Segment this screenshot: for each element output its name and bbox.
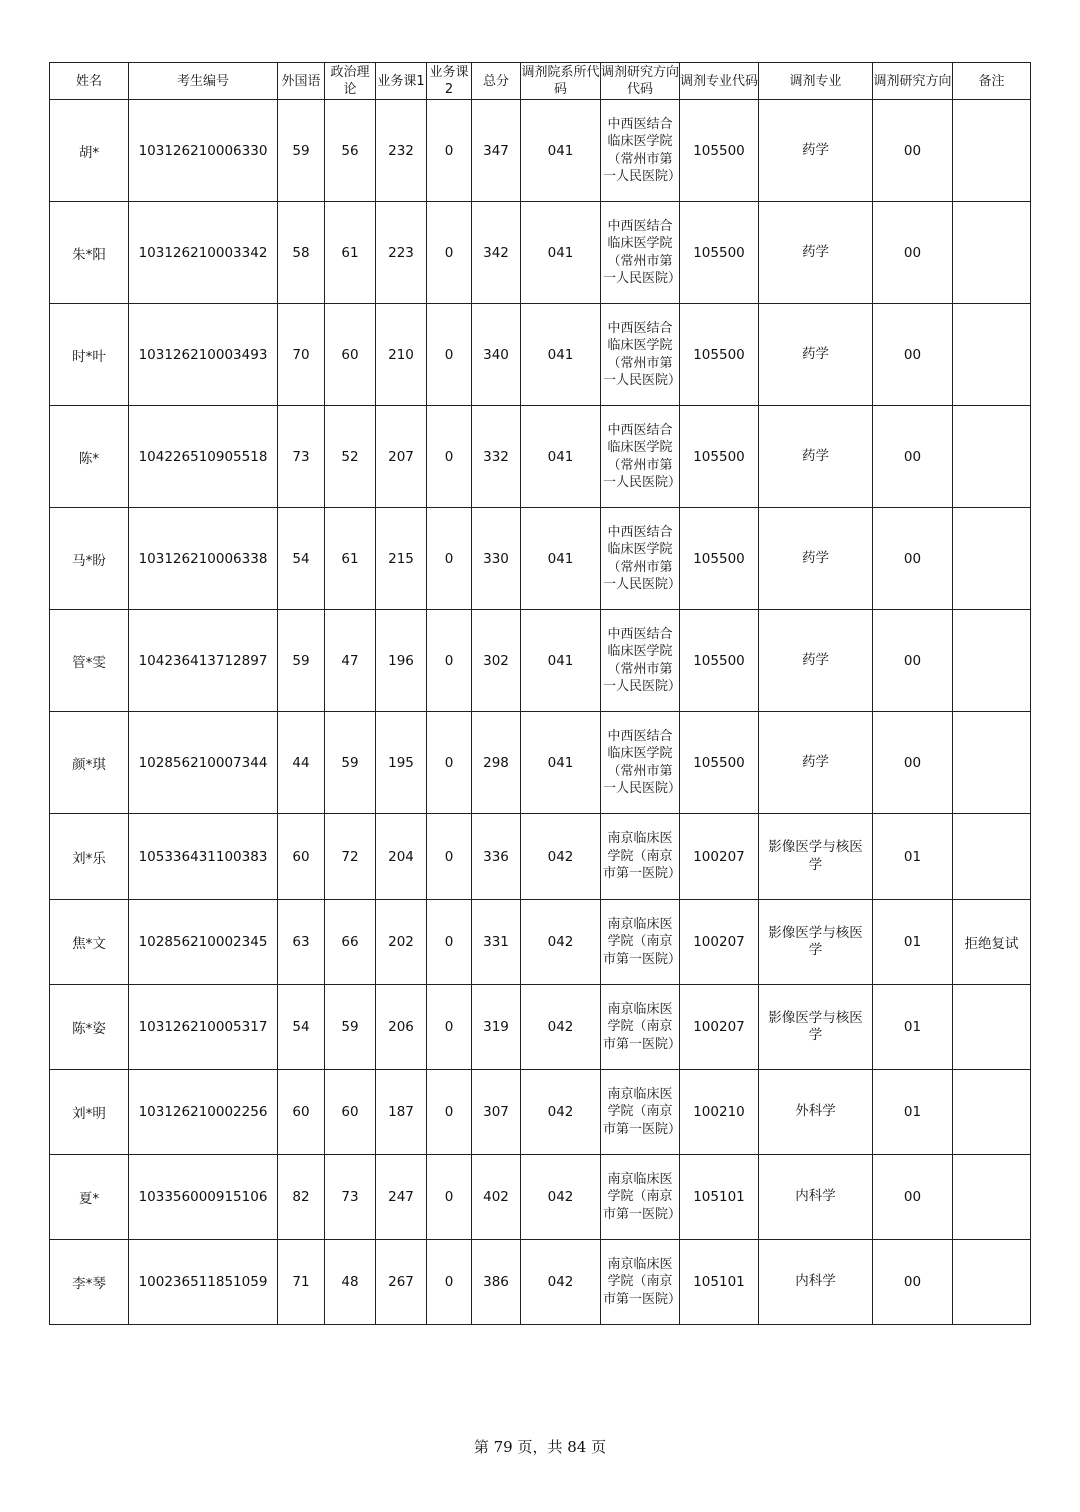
cell-name: 颜*琪 xyxy=(50,712,129,814)
cell-direction: 01 xyxy=(873,985,953,1070)
cell-note xyxy=(953,304,1031,406)
cell-major-code: 100207 xyxy=(680,985,759,1070)
cell-id: 103126210003493 xyxy=(129,304,278,406)
cell-major-code: 105500 xyxy=(680,202,759,304)
table-body xyxy=(50,100,1031,1325)
header-course1: 业务课1 xyxy=(376,63,427,100)
cell-politics: 48 xyxy=(325,1240,376,1325)
cell-major: 药学 xyxy=(759,610,873,712)
cell-name: 陈*姿 xyxy=(50,985,129,1070)
cell-course2: 0 xyxy=(427,508,472,610)
cell-foreign: 59 xyxy=(278,610,325,712)
header-major: 调剂专业 xyxy=(759,63,873,100)
cell-note xyxy=(953,1240,1031,1325)
cell-direction: 00 xyxy=(873,202,953,304)
cell-major: 内科学 xyxy=(759,1155,873,1240)
cell-dept-name: 中西医结合临床医学院（常州市第一人民医院） xyxy=(601,100,680,202)
cell-total: 319 xyxy=(472,985,521,1070)
cell-major-code: 105500 xyxy=(680,100,759,202)
table-header-row xyxy=(50,63,1031,100)
cell-direction: 00 xyxy=(873,100,953,202)
cell-total: 302 xyxy=(472,610,521,712)
cell-total: 347 xyxy=(472,100,521,202)
cell-major: 药学 xyxy=(759,712,873,814)
header-note: 备注 xyxy=(953,63,1031,100)
cell-direction: 00 xyxy=(873,508,953,610)
cell-major-code: 105500 xyxy=(680,712,759,814)
cell-id: 103356000915106 xyxy=(129,1155,278,1240)
cell-note xyxy=(953,814,1031,900)
cell-course1: 215 xyxy=(376,508,427,610)
table-row xyxy=(50,814,1031,900)
cell-name: 胡* xyxy=(50,100,129,202)
cell-major-code: 105500 xyxy=(680,406,759,508)
cell-major: 药学 xyxy=(759,508,873,610)
cell-major-code: 105101 xyxy=(680,1240,759,1325)
cell-foreign: 58 xyxy=(278,202,325,304)
table-row xyxy=(50,304,1031,406)
cell-politics: 47 xyxy=(325,610,376,712)
cell-major: 影像医学与核医学 xyxy=(759,985,873,1070)
cell-course1: 187 xyxy=(376,1070,427,1155)
cell-total: 332 xyxy=(472,406,521,508)
cell-direction: 00 xyxy=(873,1240,953,1325)
cell-dept-name: 南京临床医学院（南京市第一医院） xyxy=(601,1070,680,1155)
cell-politics: 73 xyxy=(325,1155,376,1240)
cell-direction: 00 xyxy=(873,406,953,508)
cell-note xyxy=(953,508,1031,610)
cell-politics: 52 xyxy=(325,406,376,508)
cell-major: 药学 xyxy=(759,406,873,508)
cell-foreign: 44 xyxy=(278,712,325,814)
cell-total: 307 xyxy=(472,1070,521,1155)
cell-course1: 207 xyxy=(376,406,427,508)
cell-total: 298 xyxy=(472,712,521,814)
cell-dept-code: 041 xyxy=(521,508,601,610)
cell-course1: 196 xyxy=(376,610,427,712)
cell-note xyxy=(953,1070,1031,1155)
cell-name: 刘*明 xyxy=(50,1070,129,1155)
cell-name: 焦*文 xyxy=(50,900,129,985)
cell-course1: 202 xyxy=(376,900,427,985)
cell-dept-code: 042 xyxy=(521,900,601,985)
cell-id: 104236413712897 xyxy=(129,610,278,712)
header-dept-code: 调剂院系所代码 xyxy=(521,63,601,100)
cell-name: 刘*乐 xyxy=(50,814,129,900)
cell-name: 李*琴 xyxy=(50,1240,129,1325)
cell-major-code: 105500 xyxy=(680,304,759,406)
cell-major-code: 105101 xyxy=(680,1155,759,1240)
cell-dept-code: 041 xyxy=(521,202,601,304)
cell-name: 陈* xyxy=(50,406,129,508)
cell-politics: 59 xyxy=(325,985,376,1070)
cell-total: 331 xyxy=(472,900,521,985)
table-row xyxy=(50,985,1031,1070)
cell-name: 管*雯 xyxy=(50,610,129,712)
header-foreign: 外国语 xyxy=(278,63,325,100)
cell-direction: 00 xyxy=(873,712,953,814)
cell-major-code: 105500 xyxy=(680,508,759,610)
cell-course1: 223 xyxy=(376,202,427,304)
cell-direction: 01 xyxy=(873,1070,953,1155)
cell-dept-name: 中西医结合临床医学院（常州市第一人民医院） xyxy=(601,712,680,814)
table-row xyxy=(50,900,1031,985)
cell-id: 103126210005317 xyxy=(129,985,278,1070)
cell-course1: 204 xyxy=(376,814,427,900)
cell-dept-code: 041 xyxy=(521,406,601,508)
cell-foreign: 54 xyxy=(278,508,325,610)
cell-dept-code: 041 xyxy=(521,712,601,814)
header-name: 姓名 xyxy=(50,63,129,100)
cell-note xyxy=(953,202,1031,304)
cell-foreign: 59 xyxy=(278,100,325,202)
cell-id: 103126210006338 xyxy=(129,508,278,610)
header-course2: 业务课2 xyxy=(427,63,472,100)
cell-dept-code: 041 xyxy=(521,304,601,406)
cell-dept-name: 南京临床医学院（南京市第一医院） xyxy=(601,900,680,985)
cell-dept-code: 042 xyxy=(521,1155,601,1240)
cell-dept-code: 042 xyxy=(521,1240,601,1325)
cell-course2: 0 xyxy=(427,712,472,814)
table-row xyxy=(50,508,1031,610)
cell-course1: 210 xyxy=(376,304,427,406)
table-row xyxy=(50,1070,1031,1155)
table-row xyxy=(50,610,1031,712)
cell-note: 拒绝复试 xyxy=(953,900,1031,985)
cell-course1: 247 xyxy=(376,1155,427,1240)
cell-course1: 232 xyxy=(376,100,427,202)
cell-foreign: 82 xyxy=(278,1155,325,1240)
cell-dept-name: 中西医结合临床医学院（常州市第一人民医院） xyxy=(601,406,680,508)
cell-id: 102856210002345 xyxy=(129,900,278,985)
cell-course1: 195 xyxy=(376,712,427,814)
cell-foreign: 70 xyxy=(278,304,325,406)
cell-foreign: 60 xyxy=(278,814,325,900)
cell-major: 外科学 xyxy=(759,1070,873,1155)
table-row xyxy=(50,100,1031,202)
cell-note xyxy=(953,610,1031,712)
cell-course2: 0 xyxy=(427,202,472,304)
cell-id: 103126210006330 xyxy=(129,100,278,202)
cell-major-code: 100207 xyxy=(680,814,759,900)
cell-id: 104226510905518 xyxy=(129,406,278,508)
cell-dept-code: 042 xyxy=(521,985,601,1070)
cell-id: 103126210002256 xyxy=(129,1070,278,1155)
cell-note xyxy=(953,406,1031,508)
cell-note xyxy=(953,712,1031,814)
header-major-code: 调剂专业代码 xyxy=(680,63,759,100)
cell-total: 386 xyxy=(472,1240,521,1325)
cell-course2: 0 xyxy=(427,900,472,985)
cell-course2: 0 xyxy=(427,1240,472,1325)
cell-course2: 0 xyxy=(427,406,472,508)
cell-foreign: 54 xyxy=(278,985,325,1070)
cell-course2: 0 xyxy=(427,1070,472,1155)
table-row xyxy=(50,1240,1031,1325)
cell-major: 影像医学与核医学 xyxy=(759,900,873,985)
cell-name: 夏* xyxy=(50,1155,129,1240)
cell-direction: 00 xyxy=(873,1155,953,1240)
cell-id: 102856210007344 xyxy=(129,712,278,814)
cell-direction: 00 xyxy=(873,610,953,712)
cell-dept-name: 中西医结合临床医学院（常州市第一人民医院） xyxy=(601,508,680,610)
cell-major-code: 100210 xyxy=(680,1070,759,1155)
cell-dept-name: 中西医结合临床医学院（常州市第一人民医院） xyxy=(601,610,680,712)
cell-name: 朱*阳 xyxy=(50,202,129,304)
cell-course2: 0 xyxy=(427,1155,472,1240)
cell-total: 402 xyxy=(472,1155,521,1240)
table-row xyxy=(50,1155,1031,1240)
cell-politics: 61 xyxy=(325,202,376,304)
cell-course2: 0 xyxy=(427,304,472,406)
cell-major: 药学 xyxy=(759,304,873,406)
admission-table xyxy=(49,62,1031,1325)
cell-major: 内科学 xyxy=(759,1240,873,1325)
cell-politics: 61 xyxy=(325,508,376,610)
cell-dept-name: 南京临床医学院（南京市第一医院） xyxy=(601,985,680,1070)
table-row xyxy=(50,202,1031,304)
cell-id: 103126210003342 xyxy=(129,202,278,304)
cell-dept-name: 中西医结合临床医学院（常州市第一人民医院） xyxy=(601,304,680,406)
cell-course2: 0 xyxy=(427,985,472,1070)
cell-total: 340 xyxy=(472,304,521,406)
cell-total: 342 xyxy=(472,202,521,304)
cell-dept-name: 南京临床医学院（南京市第一医院） xyxy=(601,814,680,900)
cell-foreign: 71 xyxy=(278,1240,325,1325)
cell-politics: 59 xyxy=(325,712,376,814)
cell-major-code: 100207 xyxy=(680,900,759,985)
cell-politics: 56 xyxy=(325,100,376,202)
cell-course2: 0 xyxy=(427,814,472,900)
cell-dept-code: 041 xyxy=(521,100,601,202)
header-politics: 政治理论 xyxy=(325,63,376,100)
cell-dept-name: 南京临床医学院（南京市第一医院） xyxy=(601,1240,680,1325)
cell-note xyxy=(953,100,1031,202)
cell-politics: 60 xyxy=(325,304,376,406)
table-row xyxy=(50,712,1031,814)
header-direction-code: 调剂研究方向代码 xyxy=(601,63,680,100)
cell-total: 336 xyxy=(472,814,521,900)
cell-note xyxy=(953,985,1031,1070)
cell-direction: 01 xyxy=(873,814,953,900)
cell-politics: 72 xyxy=(325,814,376,900)
cell-name: 马*盼 xyxy=(50,508,129,610)
cell-course2: 0 xyxy=(427,610,472,712)
header-id: 考生编号 xyxy=(129,63,278,100)
cell-note xyxy=(953,1155,1031,1240)
header-direction: 调剂研究方向 xyxy=(873,63,953,100)
cell-foreign: 60 xyxy=(278,1070,325,1155)
cell-direction: 00 xyxy=(873,304,953,406)
table-row xyxy=(50,406,1031,508)
cell-id: 100236511851059 xyxy=(129,1240,278,1325)
cell-dept-code: 042 xyxy=(521,1070,601,1155)
header-total: 总分 xyxy=(472,63,521,100)
cell-major: 药学 xyxy=(759,100,873,202)
cell-dept-name: 南京临床医学院（南京市第一医院） xyxy=(601,1155,680,1240)
page-footer: 第 79 页，共 84 页 xyxy=(473,1438,607,1456)
cell-id: 105336431100383 xyxy=(129,814,278,900)
cell-major-code: 105500 xyxy=(680,610,759,712)
cell-course1: 267 xyxy=(376,1240,427,1325)
cell-dept-name: 中西医结合临床医学院（常州市第一人民医院） xyxy=(601,202,680,304)
cell-direction: 01 xyxy=(873,900,953,985)
cell-politics: 66 xyxy=(325,900,376,985)
cell-name: 时*叶 xyxy=(50,304,129,406)
cell-major: 药学 xyxy=(759,202,873,304)
cell-total: 330 xyxy=(472,508,521,610)
cell-foreign: 63 xyxy=(278,900,325,985)
cell-foreign: 73 xyxy=(278,406,325,508)
cell-politics: 60 xyxy=(325,1070,376,1155)
cell-course2: 0 xyxy=(427,100,472,202)
cell-course1: 206 xyxy=(376,985,427,1070)
cell-dept-code: 041 xyxy=(521,610,601,712)
cell-major: 影像医学与核医学 xyxy=(759,814,873,900)
cell-dept-code: 042 xyxy=(521,814,601,900)
